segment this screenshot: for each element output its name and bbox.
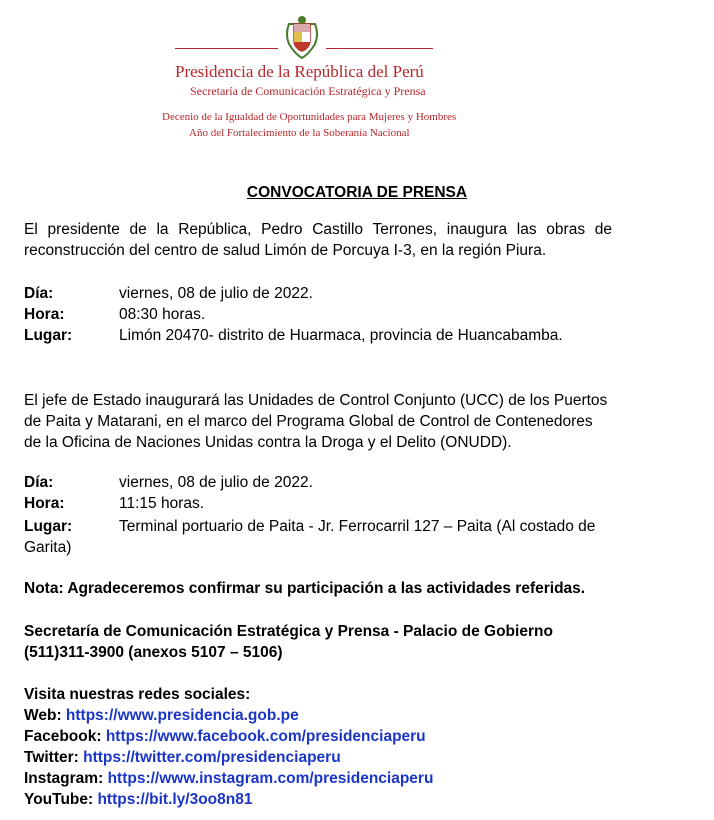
- peru-coat-of-arms-icon: [281, 14, 323, 60]
- note-text: Nota: Agradeceremos confirmar su participación a las actividades referidas.: [24, 580, 586, 597]
- social-label: Facebook:: [24, 728, 102, 745]
- social-youtube: [24, 791, 252, 809]
- place-value: Terminal portuario de Paita - Jr. Ferrocarril 127 – Paita (Al costado de Garita): [24, 518, 596, 556]
- place-value: Limón 20470- distrito de Huarmaca, provincia de Huancabamba.: [119, 327, 563, 344]
- letterhead-rule-left: [175, 48, 278, 49]
- letterhead-rule-right: [326, 48, 433, 49]
- contact-phone: (511)311-3900 (anexos 5107 – 5106): [24, 644, 283, 661]
- day-value: viernes, 08 de julio de 2022.: [119, 474, 313, 491]
- social-instagram: [24, 770, 433, 788]
- event1-day-row: [24, 285, 313, 303]
- event2-place-row: [24, 516, 614, 558]
- document-title: CONVOCATORIA DE PRENSA: [246, 184, 468, 201]
- social-facebook: [24, 728, 426, 746]
- day-label: Día:: [24, 474, 54, 491]
- social-label: Instagram:: [24, 770, 104, 787]
- event2-time-row: [24, 495, 204, 513]
- event1-intro: El presidente de la República, Pedro Castillo Terrones, inaugura las obras de reconstrucción del centro de salud Limón de Porcuya I-3, en la región Piura.: [24, 221, 612, 259]
- facebook-link[interactable]: https://www.facebook.com/presidenciaperu: [105, 728, 426, 745]
- time-label: Hora:: [24, 306, 65, 323]
- decade-name: Decenio de la Igualdad de Oportunidades para Mujeres y Hombres: [162, 111, 457, 123]
- event2-day-row: [24, 474, 313, 492]
- place-label: Lugar:: [24, 518, 73, 535]
- event2-intro: El jefe de Estado inaugurará las Unidades de Control Conjunto (UCC) de los Puertos de Paita y Matarani, en el marco del Programa Global de Control de Contenedores de la Oficina de Naciones Unidas contra la Droga y el Delito (ONUDD).: [24, 392, 608, 451]
- social-twitter: [24, 749, 341, 767]
- event1-time-row: [24, 306, 205, 324]
- org-name: Presidencia de la República del Perú: [175, 62, 424, 81]
- social-label: YouTube:: [24, 791, 98, 808]
- twitter-link[interactable]: https://twitter.com/presidenciaperu: [83, 749, 341, 766]
- event1-place-row: [24, 327, 563, 345]
- year-name: Año del Fortalecimiento de la Soberanía Nacional: [189, 127, 410, 139]
- time-value: 08:30 horas.: [119, 306, 206, 323]
- time-label: Hora:: [24, 495, 65, 512]
- social-label: Twitter:: [24, 749, 79, 766]
- place-label: Lugar:: [24, 327, 73, 344]
- day-label: Día:: [24, 285, 54, 302]
- org-subtitle: Secretaría de Comunicación Estratégica y Prensa: [190, 84, 426, 98]
- social-label: Web:: [24, 707, 62, 724]
- youtube-link[interactable]: https://bit.ly/3oo8n81: [97, 791, 253, 808]
- social-heading: Visita nuestras redes sociales:: [24, 686, 251, 703]
- instagram-link[interactable]: https://www.instagram.com/presidenciaperu: [107, 770, 434, 787]
- time-value: 11:15 horas.: [119, 495, 205, 512]
- day-value: viernes, 08 de julio de 2022.: [119, 285, 313, 302]
- social-web: [24, 707, 299, 725]
- web-link[interactable]: https://www.presidencia.gob.pe: [65, 707, 299, 724]
- contact-office: Secretaría de Comunicación Estratégica y Prensa - Palacio de Gobierno: [24, 623, 553, 640]
